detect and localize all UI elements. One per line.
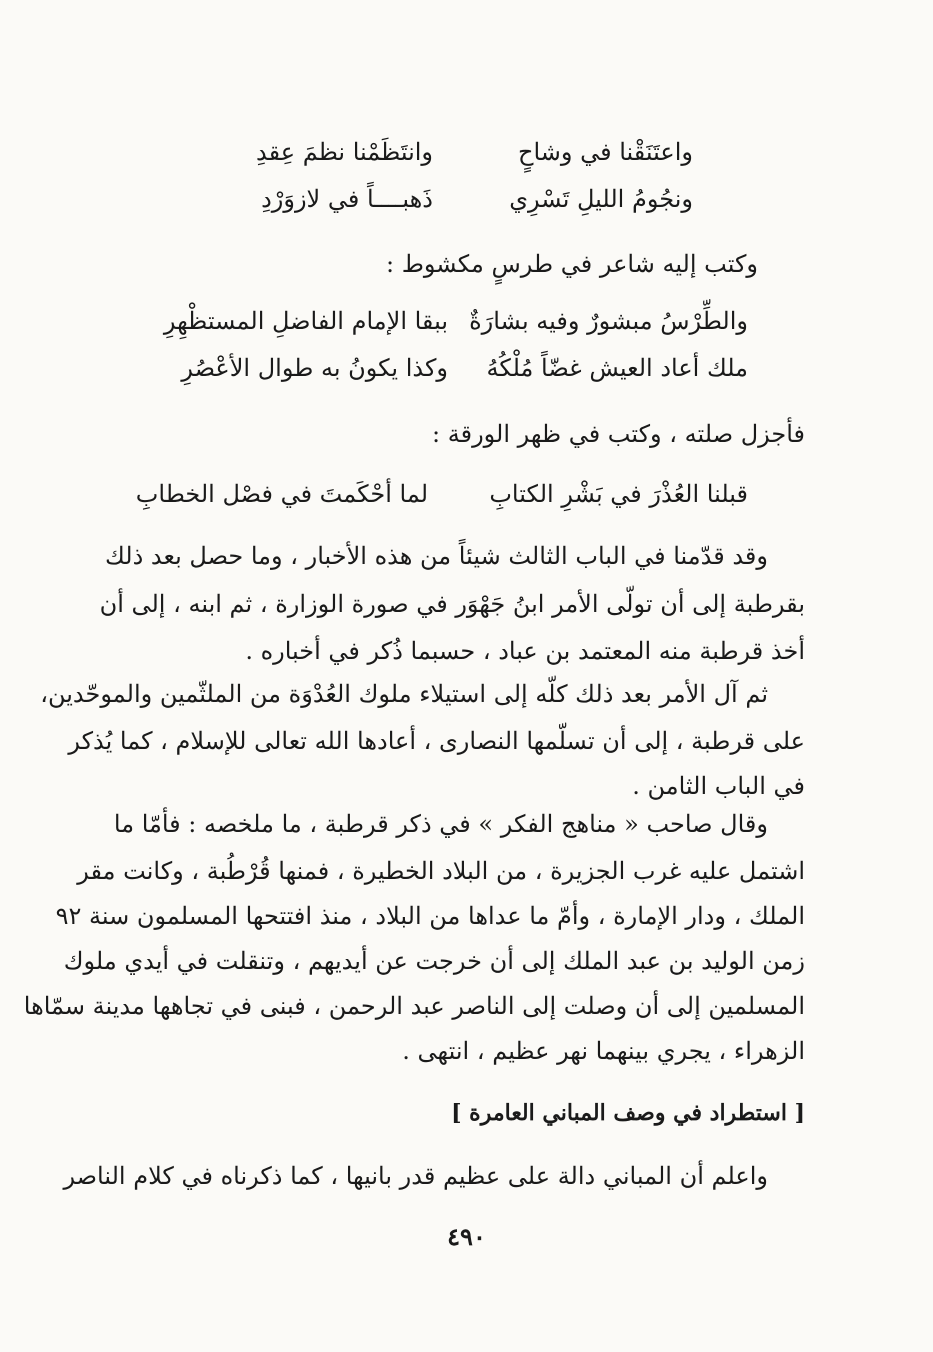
- page-number: ٤٩٠: [447, 1222, 486, 1251]
- verse-line: [181, 352, 748, 384]
- verse-hemistich-second: ذَهبــــاً في لازوَرْدِ: [261, 185, 433, 213]
- paragraph-line: واعلم أن المباني دالة على عظيم قدر بانيها ، كما ذكرناه في كلام الناصر: [63, 1162, 768, 1190]
- section-heading: [ استطراد في وصف المباني العامرة ]: [451, 1100, 805, 1126]
- paragraph-line: بقرطبة إلى أن تولّى الأمر ابنُ جَهْوَر في صورة الوزارة ، ثم ابنه ، إلى أن: [99, 590, 805, 618]
- verse-hemistich-first: والطِّرْسُ مبشورٌ وفيه بشارَةٌ: [469, 307, 748, 335]
- paragraph-line: في الباب الثامن .: [632, 772, 805, 800]
- paragraph-line: زمن الوليد بن عبد الملك إلى أن خرجت عن أيديهم ، وتنقلت في أيدي ملوك: [63, 947, 805, 975]
- verse-hemistich-second: وكذا يكونُ به طوال الأعْصُرِ: [181, 354, 448, 382]
- paragraph-line: على قرطبة ، إلى أن تسلّمها النصارى ، أعادها الله تعالى للإسلام ، كما يُذكر: [68, 727, 805, 755]
- paragraph-line: المسلمين إلى أن وصلت إلى الناصر عبد الرحمن ، فبنى في تجاهها مدينة سمّاها: [23, 992, 805, 1020]
- verse-line: [136, 478, 748, 510]
- verse-hemistich-second: لما أحْكَمتَ في فصْل الخطابِ: [135, 480, 428, 508]
- paragraph-line: وقال صاحب « مناهج الفكر » في ذكر قرطبة ، ما ملخصه : فأمّا ما: [113, 810, 768, 838]
- verse-line: [261, 183, 693, 215]
- paragraph-line: اشتمل عليه غرب الجزيرة ، من البلاد الخطيرة ، فمنها قُرْطُبة ، وكانت مقر: [77, 857, 805, 885]
- verse-line: [256, 136, 693, 168]
- verse-hemistich-second: ببقا الإمام الفاضلِ المستظْهِرِ: [163, 307, 448, 335]
- paragraph-line: ثم آل الأمر بعد ذلك كلّه إلى استيلاء ملوك العُدْوَة من الملثّمين والموحّدين،: [40, 680, 768, 708]
- verse-line: [164, 305, 748, 337]
- verse-hemistich-second: وانتَظَمْنا نظمَ عِقدِ: [256, 138, 433, 166]
- paragraph-line: أخذ قرطبة منه المعتمد بن عباد ، حسبما ذُكر في أخباره .: [245, 637, 805, 665]
- paragraph-line: الزهراء ، يجري بينهما نهر عظيم ، انتهى .: [402, 1037, 805, 1065]
- intro-text: وكتب إليه شاعر في طرسٍ مكشوط :: [386, 250, 758, 278]
- paragraph-line: وقد قدّمنا في الباب الثالث شيئاً من هذه الأخبار ، وما حصل بعد ذلك: [105, 542, 768, 570]
- verse-hemistich-first: واعتَنَقْنا في وشاحٍ: [518, 138, 693, 166]
- verse-hemistich-first: قبلنا العُذْرَ في بَشْرِ الكتابِ: [489, 480, 748, 508]
- verse-hemistich-first: ملك أعاد العيش غضّاً مُلْكُهُ: [486, 354, 748, 382]
- intro-text: فأجزل صلته ، وكتب في ظهر الورقة :: [432, 420, 805, 448]
- paragraph-line: الملك ، ودار الإمارة ، وأمّ ما عداها من البلاد ، منذ افتتحها المسلمون سنة ٩٢: [55, 902, 805, 930]
- verse-hemistich-first: ونجُومُ الليلِ تَسْرِي: [509, 185, 693, 213]
